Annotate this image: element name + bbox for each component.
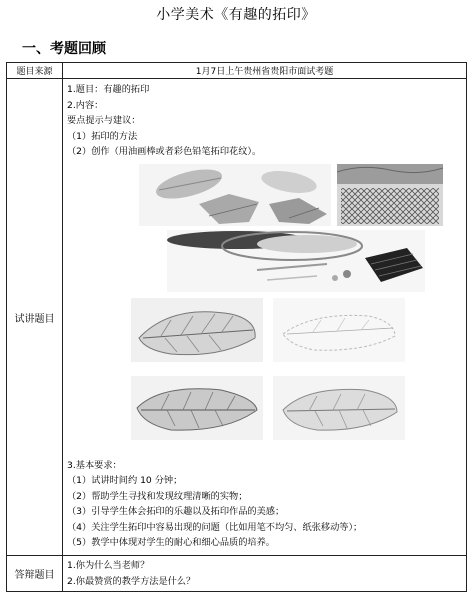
- leaf-rubbings-photo: [139, 164, 331, 226]
- rubbing-materials-photo: [167, 230, 425, 292]
- header-source-value: 1月7日上午贵州省贵阳市面试考题: [63, 63, 467, 79]
- content-line: 2.内容：: [67, 99, 104, 111]
- answer-content-cell: [63, 556, 467, 592]
- exam-table: [6, 62, 467, 592]
- figure-area: [67, 162, 462, 452]
- page-title: 小学美术《有趣的拓印》: [156, 7, 316, 23]
- leaf-rubbing-photo-2: [273, 298, 405, 362]
- content-line: （5）教学中体现对学生的耐心和细心品质的培养。: [67, 537, 275, 548]
- section-heading: 一、考题回顾: [22, 41, 106, 57]
- content-line: （2）创作（用油画棒或者彩色铅笔拓印花纹）。: [67, 146, 262, 157]
- header-row: [7, 63, 467, 79]
- content-line: （1）拓印的方法: [67, 130, 138, 142]
- leaf-rubbing-photo-4: [273, 376, 405, 440]
- content-line: （3）引导学生体会拓印的乐趣以及拓印作品的美感；: [67, 506, 285, 517]
- answer-line: 2.你最赞赏的教学方法是什么？: [67, 575, 196, 587]
- lecture-row: [7, 79, 467, 556]
- answer-line: 1.你为什么当老师？: [67, 560, 150, 571]
- content-line: （4）关注学生拓印中容易出现的问题（比如用笔不均匀、纸张移动等）；: [67, 521, 363, 533]
- lecture-label: 试讲题目: [7, 79, 63, 556]
- lines-bottom: [67, 458, 462, 551]
- content-line: 1.题目：有趣的拓印: [67, 84, 150, 95]
- lines-top: [67, 82, 462, 160]
- mesh-texture-photo: [337, 164, 443, 226]
- answer-row: [7, 556, 467, 592]
- lecture-content-cell: [63, 79, 467, 556]
- leaf-rubbing-photo-1: [131, 298, 263, 362]
- content-line: （1）试讲时间约 10 分钟；: [67, 475, 183, 486]
- header-source-label: 题目来源: [7, 63, 63, 79]
- content-line: 要点提示与建议：: [67, 115, 141, 126]
- answer-label: 答辩题目: [7, 556, 63, 592]
- leaf-rubbing-photo-3: [131, 376, 263, 440]
- content-line: （2）帮助学生寻找和发现纹理清晰的实物；: [67, 490, 248, 502]
- content-line: 3.基本要求：: [67, 459, 122, 471]
